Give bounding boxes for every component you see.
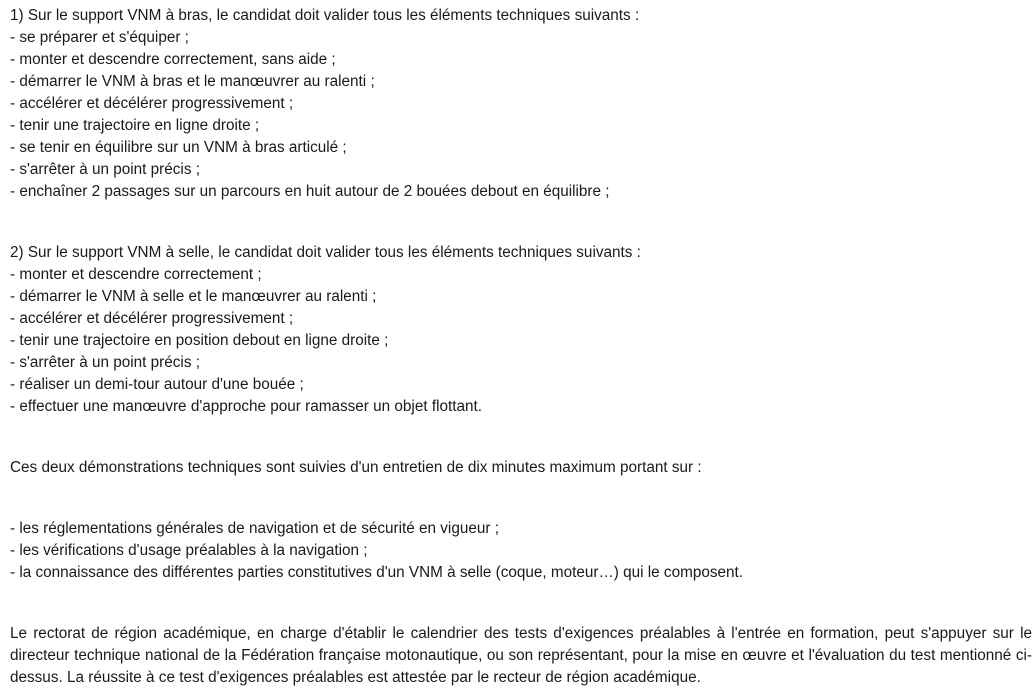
section2-item: - monter et descendre correctement ; bbox=[10, 266, 262, 283]
interview-item: - la connaissance des différentes parties constitutives d'un VNM à selle (coque, moteur…) qui le composent. bbox=[10, 564, 744, 581]
document-body bbox=[10, 5, 1032, 689]
section1-item: - se tenir en équilibre sur un VNM à bras articulé ; bbox=[10, 139, 347, 156]
section1-item: - monter et descendre correctement, sans aide ; bbox=[10, 51, 336, 68]
section1-item: - s'arrêter à un point précis ; bbox=[10, 161, 200, 178]
section1-item: - tenir une trajectoire en ligne droite ; bbox=[10, 117, 260, 134]
section1-heading: 1) Sur le support VNM à bras, le candidat doit valider tous les éléments techniques suivants : bbox=[10, 7, 640, 24]
spacer bbox=[10, 203, 1032, 242]
section2-item: - effectuer une manœuvre d'approche pour ramasser un objet flottant. bbox=[10, 398, 483, 415]
interview-item: - les réglementations générales de navigation et de sécurité en vigueur ; bbox=[10, 520, 499, 537]
section1-item: - se préparer et s'équiper ; bbox=[10, 29, 189, 46]
section1-item: - démarrer le VNM à bras et le manœuvrer au ralenti ; bbox=[10, 73, 375, 90]
section2-item: - réaliser un demi-tour autour d'une bouée ; bbox=[10, 376, 304, 393]
section2-heading: 2) Sur le support VNM à selle, le candidat doit valider tous les éléments techniques suivants : bbox=[10, 244, 641, 261]
interview-intro: Ces deux démonstrations techniques sont suivies d'un entretien de dix minutes maximum portant sur : bbox=[10, 459, 702, 476]
spacer bbox=[10, 418, 1032, 457]
spacer bbox=[10, 479, 1032, 518]
section2-item: - accélérer et décélérer progressivement ; bbox=[10, 310, 294, 327]
section1-item: - enchaîner 2 passages sur un parcours en huit autour de 2 bouées debout en équilibre ; bbox=[10, 183, 610, 200]
section2-item: - s'arrêter à un point précis ; bbox=[10, 354, 200, 371]
interview-item: - les vérifications d'usage préalables à la navigation ; bbox=[10, 542, 368, 559]
closing-paragraph: Le rectorat de région académique, en charge d'établir le calendrier des tests d'exigences préalables à l'entrée en formation, peut s'appuyer sur le directeur technique national de la Fédération française motonautique, ou son représentant, pour la mise en œuvre et l'évaluation du test mentionné ci-dessus. La réussite à ce test d'exigences préalables est attestée par le recteur de région académique. bbox=[10, 625, 1032, 686]
section2-item: - tenir une trajectoire en position debout en ligne droite ; bbox=[10, 332, 389, 349]
section1-item: - accélérer et décélérer progressivement ; bbox=[10, 95, 294, 112]
section2-item: - démarrer le VNM à selle et le manœuvrer au ralenti ; bbox=[10, 288, 377, 305]
spacer bbox=[10, 584, 1032, 623]
